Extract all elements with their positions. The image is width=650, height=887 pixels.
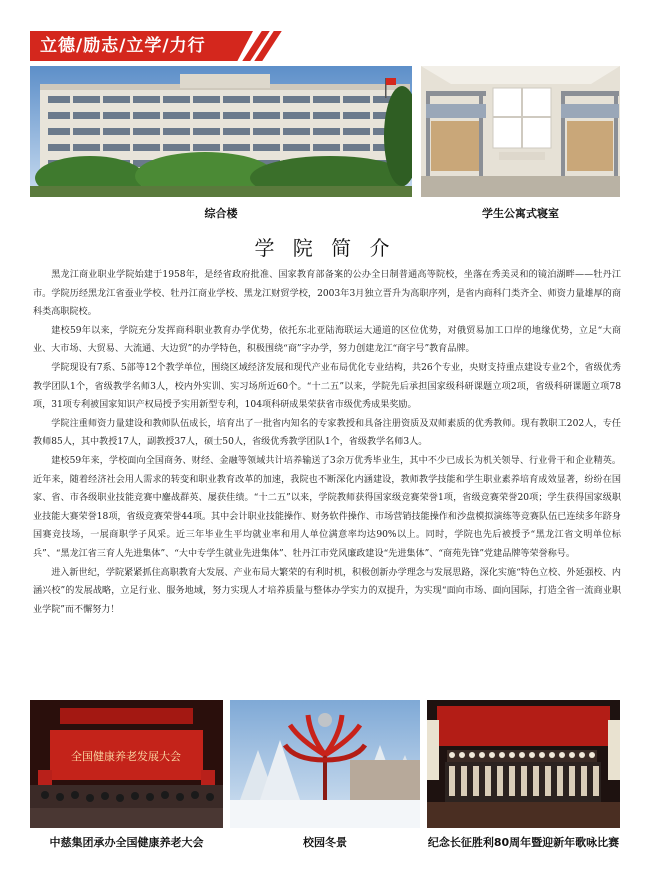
motto-text: 立德/励志/立学/力行 [40,36,206,56]
intro-paragraph: 学院现设有7系、5部等12个教学单位，围绕区域经济发展和现代产业布局优化专业结构，共26个专业，央财支持重点建设专业2个，省级优秀教学团队1个，省级教学名师3人，校内外实训、实习场所近60个。“十二五”以来，学院先后承担国家级科研课题立项2项，省级科研课题立项78项，31项专利被国家知识产权局授予实用新型专利，104项科研成果荣获省市级优秀成果奖励。 [33,362,621,411]
page-title: 学 院 简 介 [254,236,396,260]
stage-banner-text: 全国健康养老发展大会 [71,750,181,763]
photo-dormitory [421,66,620,197]
photo-winter-campus [230,700,420,828]
caption-choir-contest: 纪念长征胜利80周年暨迎新年歌咏比赛 [427,836,620,849]
photo-conference [30,700,223,828]
intro-body [33,266,621,619]
caption-dormitory: 学生公寓式寝室 [482,207,559,220]
caption-main-building: 综合楼 [204,207,238,220]
intro-paragraph: 进入新世纪，学院紧紧抓住高职教育大发展、产业布局大繁荣的有利时机，积极创新办学理念与发展思路，深化实施“特色立校、外延强校、内涵兴校”的发展战略，立足行业、服务地域，努力实现人才培养质量与整体办学实力的双提升，为实现“面向市场、面向国际，打造全省一流商业职业学院”而不懈努力！ [33,567,621,615]
photo-main-building [30,66,412,197]
intro-paragraph: 学院注重师资力量建设和教师队伍成长，培育出了一批省内知名的专家教授和具备注册资质及双师素质的优秀教师。现有教职工202人，专任教师85人，其中教授17人，副教授37人，硕士50人，省级优秀教学团队1个，省级教学名师3人。 [33,418,621,448]
caption-conference: 中慈集团承办全国健康养老大会 [49,836,204,849]
photo-choir-contest [427,700,620,828]
intro-paragraph: 黑龙江商业职业学院始建于1958年，是经省政府批准、国家教育部备案的公办全日制普通高等院校，坐落在秀美灵和的镜泊湖畔——牡丹江市。学院历经黑龙江省蚕业学校、牡丹江商业学校、黑龙江财贸学校，2003年3月独立晋升为高职序列，是省内商科门类齐全、师资力量雄厚的商科类高职院校。 [33,270,621,318]
intro-paragraph: 建校59年以来，学院充分发挥商科职业教育办学优势，依托东北亚陆海联运大通道的区位优势，对俄贸易加工口岸的地缘优势，立足“大商业、大市场、大贸易、大流通、大边贸”的办学特色，积极围绕“商”字办学，努力创建龙江“商字号”教育品牌。 [33,325,621,355]
intro-paragraph: 建校59年来，学校面向全国商务、财经、金融等领域共计培养输送了3余万优秀毕业生，其中不少已成长为机关领导、行业骨干和企业精英。近年来，随着经济社会用人需求的转变和职业教育改革的加速，我院也不断深化内涵建设，教师教学技能和学生职业素养培育成效显著，纷纷在国家、省、市各级职业技能竞赛中鏖战群英、屡获佳绩。“十二五”以来，学院教师获得国家级竞赛荣誉1项，省级竞赛荣誉20项；学生获得国家级职业技能大赛荣誉18项，省级竞赛荣誉44项。其中会计职业技能操作、财务软件操作、市场营销技能操作和沙盘模拟演练等竞赛队伍已连续多年跻身国赛竞技场，一展商职学子风采。近三年毕业生平均就业率和用人单位满意率均达90%以上。同时，学院也先后被授予“黑龙江省文明单位标兵”、“黑龙江省三育人先进集体”、“大中专学生就业先进集体”、牡丹江市党风廉政建设“先进集体”、“商苑先锋”党建品牌等荣誉称号。 [33,455,621,559]
caption-winter-campus: 校园冬景 [303,836,347,849]
